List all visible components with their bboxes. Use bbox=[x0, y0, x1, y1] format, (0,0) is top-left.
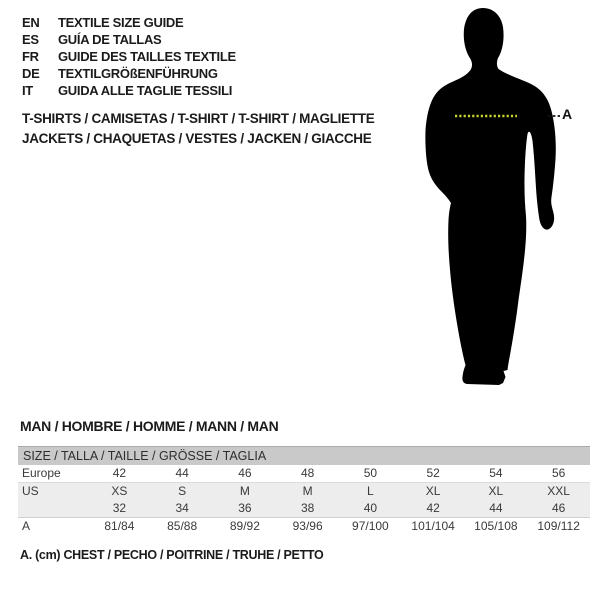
table-cell: 81/84 bbox=[88, 518, 151, 536]
table-row-europe bbox=[18, 465, 590, 483]
man-silhouette-figure bbox=[400, 0, 600, 400]
table-cell: 85/88 bbox=[151, 518, 214, 536]
language-label: GUÍA DE TALLAS bbox=[58, 32, 162, 47]
footnote-chest: A. (cm) CHEST / PECHO / POITRINE / TRUHE / PETTO bbox=[20, 548, 324, 562]
table-cell: 46 bbox=[527, 500, 590, 518]
table-cell: XXL bbox=[527, 483, 590, 501]
language-code: IT bbox=[22, 83, 33, 98]
language-code: EN bbox=[22, 15, 40, 30]
language-row bbox=[22, 31, 236, 48]
row-label bbox=[18, 500, 88, 518]
table-cell: 48 bbox=[276, 465, 339, 483]
table-cell: 46 bbox=[214, 465, 277, 483]
language-code: DE bbox=[22, 66, 40, 81]
table-cell: 36 bbox=[214, 500, 277, 518]
table-cell: 50 bbox=[339, 465, 402, 483]
table-cell: 40 bbox=[339, 500, 402, 518]
language-label: GUIDE DES TAILLES TEXTILE bbox=[58, 49, 236, 64]
table-cell: 109/112 bbox=[527, 518, 590, 536]
table-cell: XL bbox=[465, 483, 528, 501]
table-cell: 34 bbox=[151, 500, 214, 518]
table-row-chest bbox=[18, 518, 590, 536]
man-silhouette-svg bbox=[400, 0, 600, 400]
section-title-man: MAN / HOMBRE / HOMME / MANN / MAN bbox=[20, 418, 279, 434]
category-line-tshirts: T-SHIRTS / CAMISETAS / T-SHIRT / T-SHIRT / MAGLIETTE bbox=[22, 111, 375, 126]
measure-label-a: A bbox=[562, 106, 573, 122]
table-cell: L bbox=[339, 483, 402, 501]
size-table-header: SIZE / TALLA / TAILLE / GRÖSSE / TAGLIA bbox=[18, 447, 590, 466]
language-label: GUIDA ALLE TAGLIE TESSILI bbox=[58, 83, 233, 98]
language-row bbox=[22, 65, 236, 82]
language-code: FR bbox=[22, 49, 39, 64]
table-cell: S bbox=[151, 483, 214, 501]
table-cell: 32 bbox=[88, 500, 151, 518]
table-cell: 101/104 bbox=[402, 518, 465, 536]
category-block bbox=[22, 109, 374, 149]
table-cell: 97/100 bbox=[339, 518, 402, 536]
table-cell: 42 bbox=[88, 465, 151, 483]
language-row bbox=[22, 14, 236, 31]
language-row bbox=[22, 48, 236, 65]
table-cell: 44 bbox=[151, 465, 214, 483]
row-label: US bbox=[18, 483, 88, 501]
table-cell: 105/108 bbox=[465, 518, 528, 536]
size-table bbox=[18, 446, 590, 535]
table-cell: 38 bbox=[276, 500, 339, 518]
language-list bbox=[22, 14, 236, 99]
table-cell: M bbox=[276, 483, 339, 501]
table-cell: 52 bbox=[402, 465, 465, 483]
table-cell: M bbox=[214, 483, 277, 501]
table-cell: 42 bbox=[402, 500, 465, 518]
language-label: TEXTILE SIZE GUIDE bbox=[58, 15, 184, 30]
table-cell: 93/96 bbox=[276, 518, 339, 536]
language-label: TEXTILGRÖßENFÜHRUNG bbox=[58, 66, 218, 81]
language-code: ES bbox=[22, 32, 39, 47]
table-cell: 54 bbox=[465, 465, 528, 483]
table-cell: 89/92 bbox=[214, 518, 277, 536]
table-row-us bbox=[18, 483, 590, 501]
language-row bbox=[22, 82, 236, 99]
row-label: A bbox=[18, 518, 88, 536]
row-label: Europe bbox=[18, 465, 88, 483]
table-row-us-numeric bbox=[18, 500, 590, 518]
table-cell: XL bbox=[402, 483, 465, 501]
table-cell: 56 bbox=[527, 465, 590, 483]
size-table-header-row bbox=[18, 447, 590, 466]
table-cell: XS bbox=[88, 483, 151, 501]
category-line-jackets: JACKETS / CHAQUETAS / VESTES / JACKEN / GIACCHE bbox=[22, 131, 372, 146]
table-cell: 44 bbox=[465, 500, 528, 518]
man-silhouette-shape bbox=[425, 8, 555, 385]
